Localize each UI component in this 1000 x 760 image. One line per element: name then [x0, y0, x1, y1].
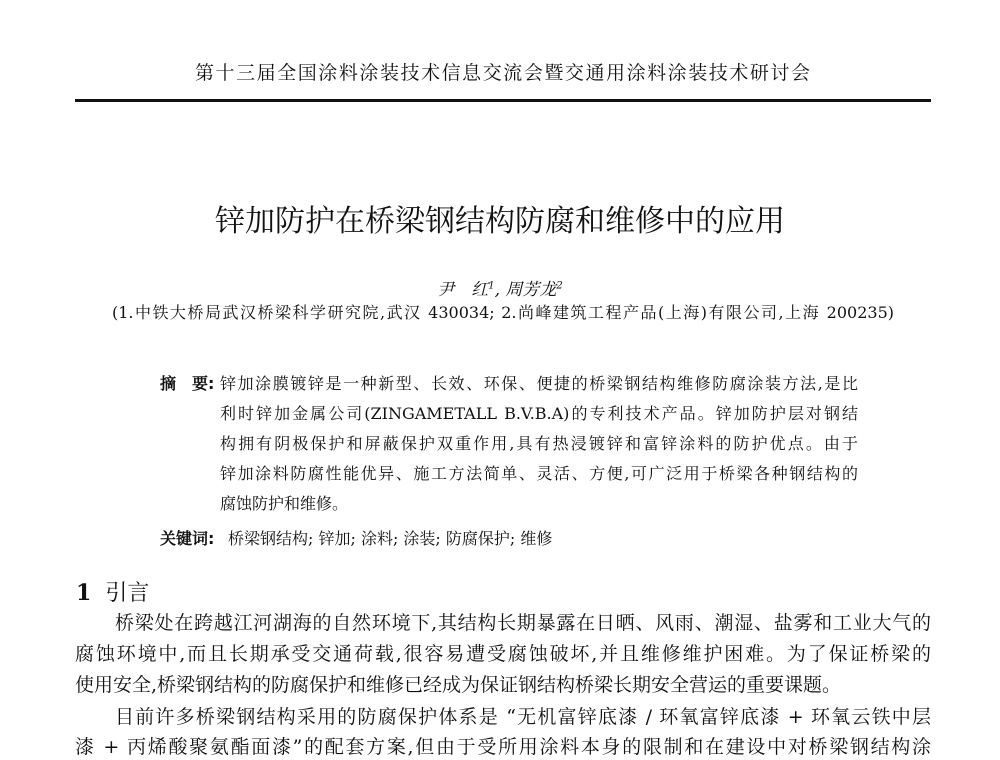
- abstract-line: 锌加涂膜镀锌是一种新型、长效、环保、便捷的桥梁钢结构维修防腐涂装方法,是比: [220, 374, 858, 392]
- section-number: 1: [76, 580, 92, 606]
- affiliation: (1.中铁大桥局武汉桥梁科学研究院,武汉 430034; 2.尚峰建筑工程产品(上海)有限公司,上海 200235): [112, 303, 894, 321]
- author-name: 周芳龙: [505, 280, 557, 300]
- keywords: 桥梁钢结构; 锌加; 涂料; 涂装; 防腐保护; 维修: [228, 529, 553, 548]
- abstract-line: 腐蚀防护和维修。: [220, 494, 349, 513]
- abstract-line: 锌加涂料防腐性能优异、施工方法简单、灵活、方便,可广泛用于桥梁各种钢结构的: [220, 464, 858, 482]
- body-line: 腐蚀环境中,而且长期承受交通荷载,很容易遭受腐蚀破坏,并且维修维护困难。为了保证桥梁的: [75, 643, 931, 664]
- abstract-line: 利时锌加金属公司(ZINGAMETALL B.V.B.A)的专利技术产品。锌加防护层对钢结: [220, 404, 858, 422]
- conference-header: 第十三届全国涂料涂装技术信息交流会暨交通用涂料涂装技术研讨会: [195, 62, 810, 84]
- keywords-label: 关键词:: [160, 529, 215, 548]
- abstract-line: 构拥有阴极保护和屏蔽保护双重作用,具有热浸镀锌和富锌涂料的防护优点。由于: [220, 434, 858, 452]
- body-line: 漆 + 丙烯酸聚氨酯面漆”的配套方案,但由于受所用涂料本身的限制和在建设中对桥梁钢结构涂: [75, 736, 931, 757]
- section-title: 引言: [105, 581, 150, 606]
- author-name: 尹 红: [437, 280, 489, 300]
- authors: 尹 红$^1$, 周芳龙$^2$: [437, 280, 563, 300]
- header-rule: [75, 99, 931, 102]
- body-line: 桥梁处在跨越江河湖海的自然环境下,其结构长期暴露在日晒、风雨、潮湿、盐雾和工业大气的: [115, 612, 931, 633]
- author-affiliation-mark: 2: [556, 280, 563, 292]
- abstract-label: 摘 要:: [160, 374, 215, 393]
- section-heading: [76, 576, 149, 607]
- body-line: 使用安全,桥梁钢结构的防腐保护和维修已经成为保证钢结构桥梁长期安全营运的重要课题。: [75, 674, 842, 696]
- paper-title: 锌加防护在桥梁钢结构防腐和维修中的应用: [215, 204, 785, 239]
- author-affiliation-mark: 1: [488, 280, 495, 292]
- body-line: 目前许多桥梁钢结构采用的防腐保护体系是 “无机富锌底漆 / 环氧富锌底漆 + 环氧云铁中层: [115, 706, 931, 727]
